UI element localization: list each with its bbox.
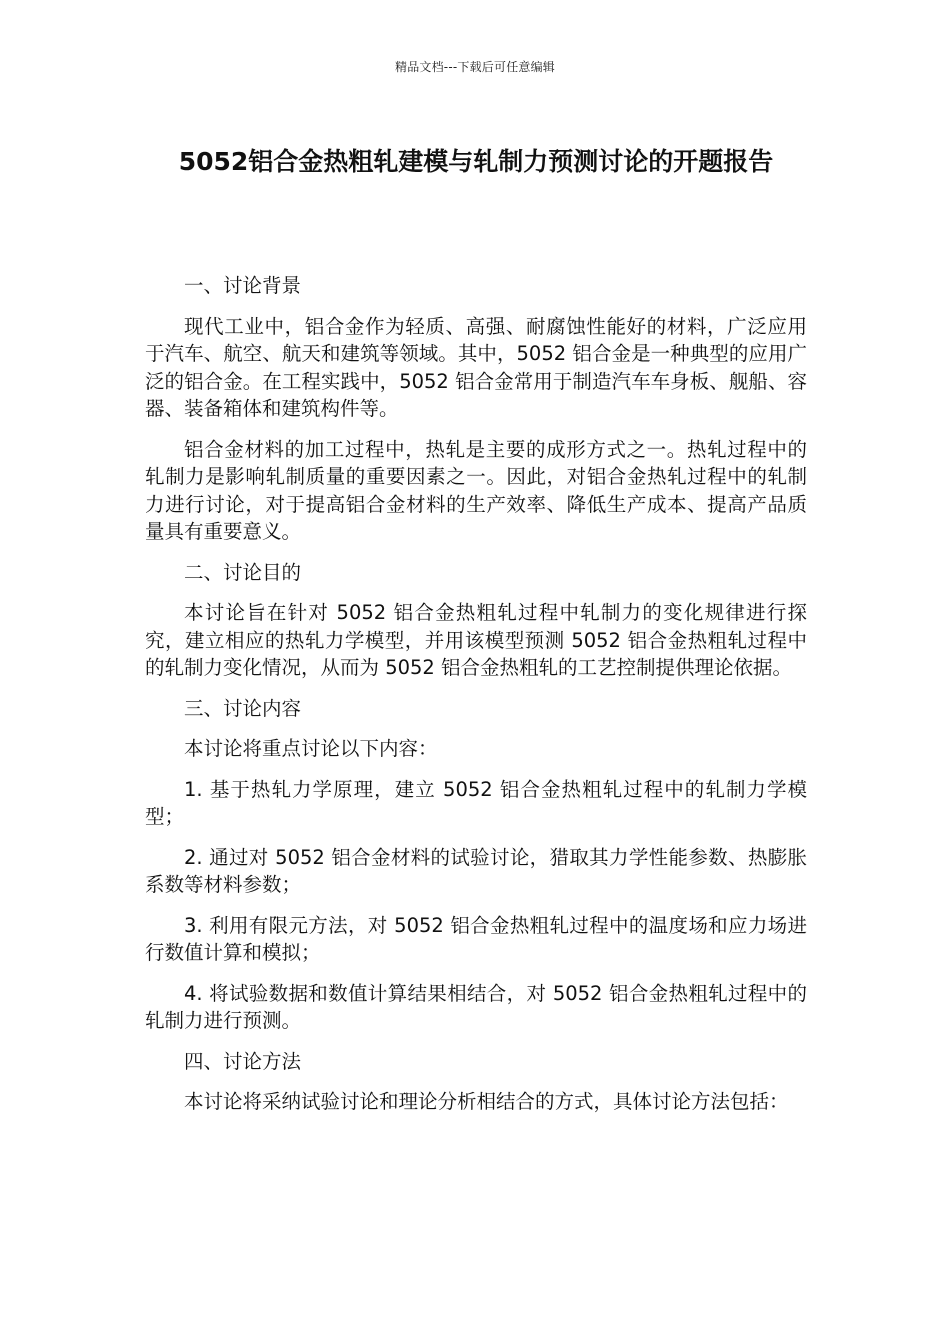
section-heading-method: 四、讨论方法 bbox=[184, 1049, 302, 1073]
paragraph-purpose: 本讨论旨在针对 5052 铝合金热粗轧过程中轧制力的变化规律进行探究，建立相应的热轧力学模型，并用该模型预测 5052 铝合金热粗轧过程中的轧制力变化情况，从而为 5052 铝合金热粗轧的工艺控制提供理论依据。 bbox=[145, 601, 807, 679]
paragraph-content-intro: 本讨论将重点讨论以下内容： bbox=[184, 737, 438, 760]
document-body bbox=[145, 272, 807, 1129]
header-note: 精品文档---下载后可任意编辑 bbox=[395, 60, 555, 74]
list-item-content-4: 4. 将试验数据和数值计算结果相结合，对 5052 铝合金热粗轧过程中的轧制力进行预测。 bbox=[145, 981, 807, 1032]
section-heading-background: 一、讨论背景 bbox=[184, 274, 302, 297]
paragraph-method: 本讨论将采纳试验讨论和理论分析相结合的方式，具体讨论方法包括： bbox=[184, 1090, 789, 1113]
section-heading-content: 三、讨论内容 bbox=[184, 696, 302, 720]
paragraph-background-2: 铝合金材料的加工过程中，热轧是主要的成形方式之一。热轧过程中的轧制力是影响轧制质量的重要因素之一。因此，对铝合金热轧过程中的轧制力进行讨论，对于提高铝合金材料的生产效率、降低生产成本、提高产品质量具有重要意义。 bbox=[145, 437, 807, 543]
list-item-content-3: 3. 利用有限元方法，对 5052 铝合金热粗轧过程中的温度场和应力场进行数值计算和模拟； bbox=[145, 913, 807, 964]
list-item-content-2: 2. 通过对 5052 铝合金材料的试验讨论，猎取其力学性能参数、热膨胀系数等材料参数； bbox=[145, 845, 807, 896]
paragraph-background-1: 现代工业中，铝合金作为轻质、高强、耐腐蚀性能好的材料，广泛应用于汽车、航空、航天和建筑等领域。其中，5052 铝合金是一种典型的应用广泛的铝合金。在工程实践中，5052 铝合金常用于制造汽车车身板、舰船、容器、装备箱体和建筑构件等。 bbox=[145, 314, 807, 420]
list-item-content-1: 1. 基于热轧力学原理，建立 5052 铝合金热粗轧过程中的轧制力学模型； bbox=[145, 777, 807, 828]
document-title: 5052铝合金热粗轧建模与轧制力预测讨论的开题报告 bbox=[178, 147, 774, 176]
section-heading-purpose: 二、讨论目的 bbox=[184, 560, 302, 584]
